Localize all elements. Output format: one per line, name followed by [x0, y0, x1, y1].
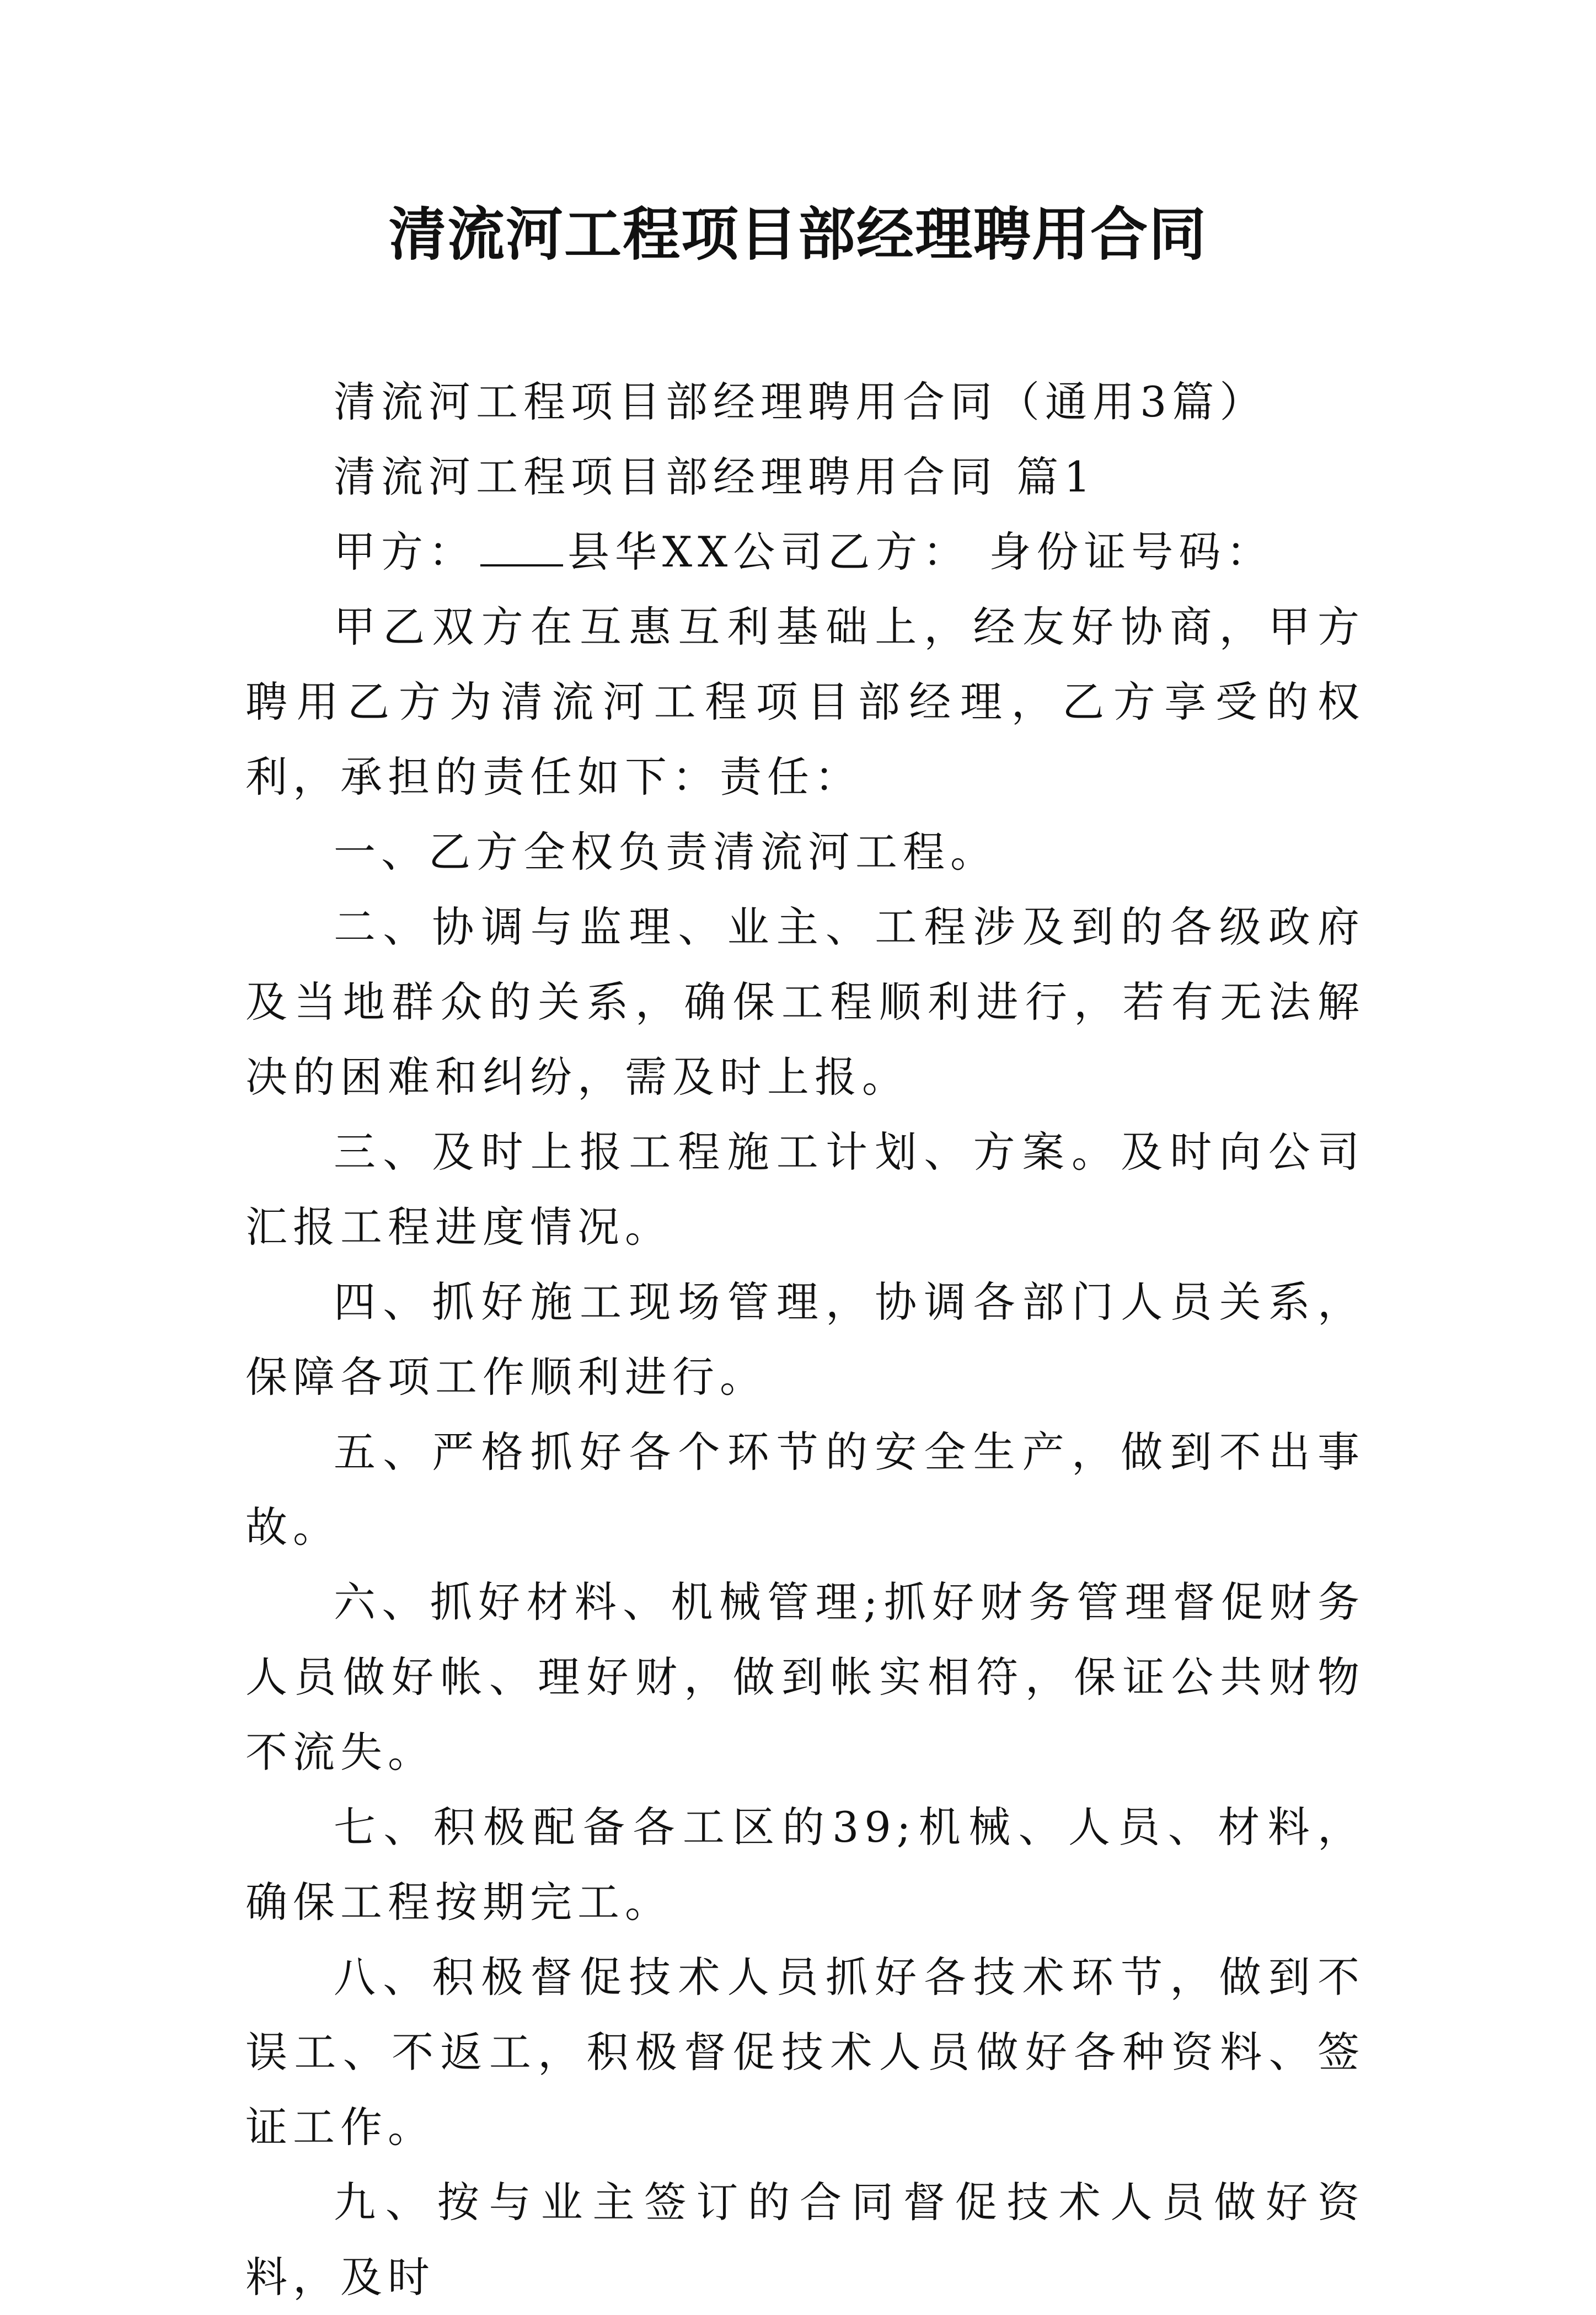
- contract-paragraph: 四、抓好施工现场管理，协调各部门人员关系，保障各项工作顺利进行。: [245, 1277, 1365, 1402]
- parties-line: [245, 515, 1365, 590]
- party-a-label: 甲方：: [334, 527, 476, 576]
- document-body: [245, 365, 1365, 2315]
- contract-paragraph: 九、按与业主签订的合同督促技术人员做好资料，及时: [245, 2178, 1365, 2302]
- document-title: 清流河工程项目部经理聘用合同: [388, 200, 1207, 268]
- subtitle-line: 清流河工程项目部经理聘用合同（通用3篇）: [334, 377, 1267, 426]
- contract-paragraph: 三、及时上报工程施工计划、方案。及时向公司汇报工程进度情况。: [245, 1127, 1365, 1252]
- contract-paragraph: 五、严格抓好各个环节的安全生产，做到不出事故。: [245, 1428, 1365, 1552]
- party-a-rest: 县华XX公司乙方： 身份证号码：: [567, 527, 1274, 576]
- contract-paragraph: 八、积极督促技术人员抓好各技术环节，做到不误工、不返工，积极督促技术人员做好各种资料、签证工作。: [245, 1953, 1365, 2152]
- party-a-blank: [480, 531, 563, 566]
- contract-paragraph: 六、抓好材料、机械管理;抓好财务管理督促财务人员做好帐、理好财，做到帐实相符，保证公共财物不流失。: [245, 1578, 1365, 1777]
- contract-paragraph: 甲乙双方在互惠互利基础上，经友好协商，甲方聘用乙方为清流河工程项目部经理，乙方享受的权利，承担的责任如下：责任：: [245, 602, 1365, 801]
- contract-paragraph: 二、协调与监理、业主、工程涉及到的各级政府及当地群众的关系，确保工程顺利进行，若有无法解决的困难和纠纷，需及时上报。: [245, 902, 1365, 1102]
- contract-paragraph: 七、积极配备各工区的39;机械、人员、材料，确保工程按期完工。: [245, 1803, 1365, 1927]
- section-heading: 清流河工程项目部经理聘用合同 篇1: [334, 452, 1096, 501]
- contract-paragraph: 一、乙方全权负责清流河工程。: [334, 827, 998, 876]
